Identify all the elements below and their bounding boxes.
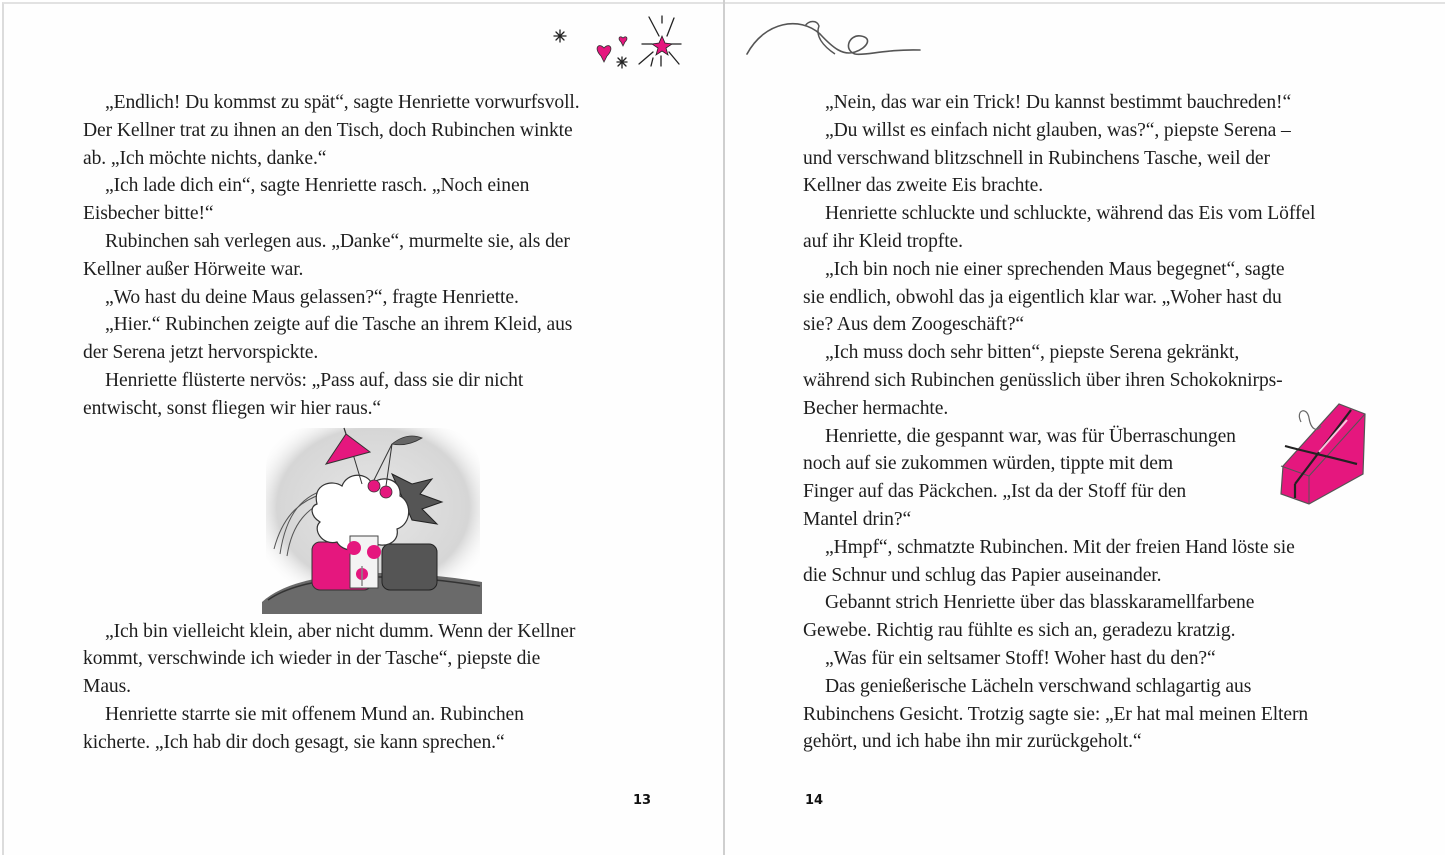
text-line: „Du willst es einfach nicht glauben, was?“, piepste Serena – xyxy=(825,119,1291,141)
text-line: „Ich bin vielleicht klein, aber nicht dumm. Wenn der Kellner xyxy=(105,620,576,642)
text-line: „Hier.“ Rubinchen zeigte auf die Tasche an ihrem Kleid, aus xyxy=(105,314,573,336)
page-number: 13 xyxy=(633,793,652,808)
text-line: gehört, und ich habe ihn mir zurückgeholt.“ xyxy=(803,731,1142,753)
text-line: auf ihr Kleid tropfte. xyxy=(803,230,963,252)
text-line: Mantel drin?“ xyxy=(803,508,912,530)
text-line: kommt, verschwinde ich wieder in der Tasche“, piepste die xyxy=(83,648,541,670)
text-line: entwischt, sonst fliegen wir hier raus.“ xyxy=(83,397,381,419)
text-line: Kellner außer Hörweite war. xyxy=(83,258,304,280)
ice-cream-sundae-illustration xyxy=(262,424,484,614)
text-line: „Was für ein seltsamer Stoff! Woher hast du den?“ xyxy=(825,647,1216,669)
right-page xyxy=(725,2,1445,855)
text-line: Gebannt strich Henriette über das blasskaramellfarbene xyxy=(825,592,1255,614)
sparkles-hearts-icon xyxy=(549,14,689,72)
text-line: und verschwand blitzschnell in Rubinchens Tasche, weil der xyxy=(803,147,1270,169)
text-line: „Endlich! Du kommst zu spät“, sagte Henriette vorwurfsvoll. xyxy=(105,92,580,113)
text-line: Henriette, die gespannt war, was für Überraschungen xyxy=(825,425,1236,447)
text-line: Gewebe. Richtig rau fühlte es sich an, geradezu kratzig. xyxy=(803,620,1236,642)
text-line: Finger auf das Päckchen. „Ist da der Stoff für den xyxy=(803,481,1187,503)
text-line: „Ich bin noch nie einer sprechenden Maus begegnet“, sagte xyxy=(825,258,1285,280)
page-number: 14 xyxy=(805,793,824,808)
pink-package-illustration xyxy=(1277,396,1369,508)
text-line: „Hmpf“, schmatzte Rubinchen. Mit der freien Hand löste sie xyxy=(825,536,1295,558)
text-line: während sich Rubinchen genüsslich über ihren Schokoknirps- xyxy=(803,369,1283,391)
text-line: ab. „Ich möchte nichts, danke.“ xyxy=(83,147,327,169)
text-line: „Ich lade dich ein“, sagte Henriette rasch. „Noch einen xyxy=(105,175,530,197)
text-line: noch auf sie zukommen würden, tippte mit dem xyxy=(803,453,1173,475)
text-line: Henriette flüsterte nervös: „Pass auf, dass sie dir nicht xyxy=(105,369,524,391)
text-line: Maus. xyxy=(83,676,131,698)
text-line: „Ich muss doch sehr bitten“, piepste Serena gekränkt, xyxy=(825,342,1240,364)
text-line: der Serena jetzt hervorspickte. xyxy=(83,342,319,364)
text-line: sie? Aus dem Zoogeschäft?“ xyxy=(803,314,1025,336)
text-line: Rubinchen sah verlegen aus. „Danke“, murmelte sie, als der xyxy=(105,230,570,252)
text-line: Das genießerische Lächeln verschwand schlagartig aus xyxy=(825,675,1252,697)
text-line: Becher hermachte. xyxy=(803,397,949,419)
text-line: Kellner das zweite Eis brachte. xyxy=(803,175,1044,197)
text-line: Rubinchens Gesicht. Trotzig sagte sie: „Er hat mal meinen Eltern xyxy=(803,703,1309,725)
text-line: kicherte. „Ich hab dir doch gesagt, sie kann sprechen.“ xyxy=(83,731,505,753)
left-page-text xyxy=(83,89,643,757)
thread-loop-icon xyxy=(745,16,925,61)
text-line: Henriette schluckte und schluckte, während das Eis vom Löffel xyxy=(825,203,1316,225)
text-line: „Nein, das war ein Trick! Du kannst bestimmt bauchreden!“ xyxy=(825,92,1292,113)
text-line: Eisbecher bitte!“ xyxy=(83,203,214,225)
text-line: Henriette starrte sie mit offenem Mund an. Rubinchen xyxy=(105,703,524,725)
text-line: sie endlich, obwohl das ja eigentlich klar war. „Woher hast du xyxy=(803,286,1282,308)
text-line: „Wo hast du deine Maus gelassen?“, fragte Henriette. xyxy=(105,286,519,308)
left-page xyxy=(2,2,723,855)
text-line: Der Kellner trat zu ihnen an den Tisch, doch Rubinchen winkte xyxy=(83,119,573,141)
text-line: die Schnur und schlug das Papier auseinander. xyxy=(803,564,1162,586)
